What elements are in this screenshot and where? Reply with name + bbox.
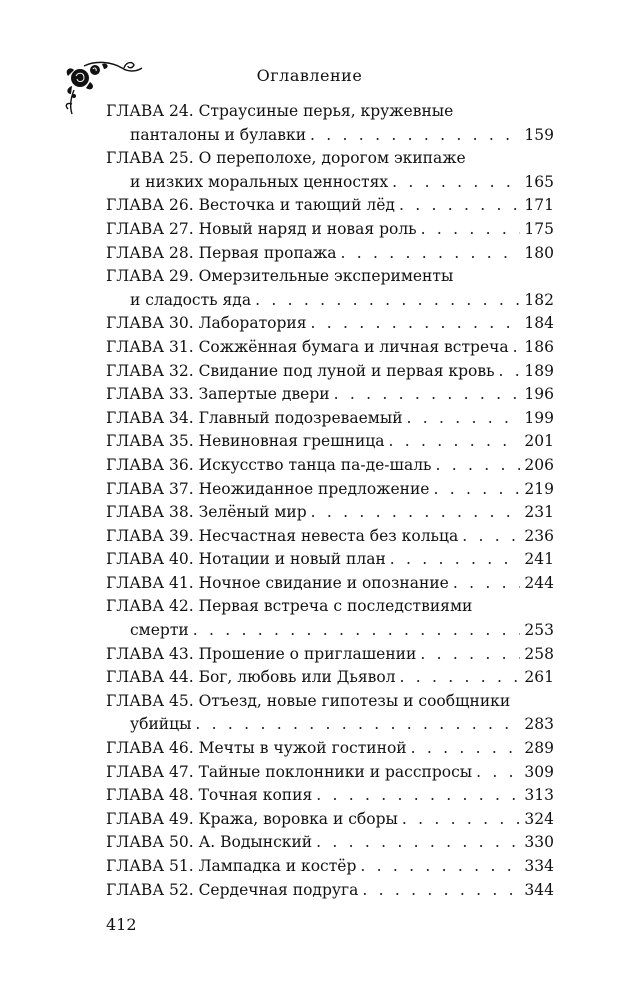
toc-entry-page: 231 <box>524 503 554 522</box>
toc-entry-title: ГЛАВА 32. Свидание под луной и первая кровь <box>106 361 495 380</box>
toc-entry-title: ГЛАВА 25. О переполохе, дорогом экипаже <box>106 149 466 168</box>
dot-leader <box>195 713 520 737</box>
toc-entry-line <box>106 147 554 171</box>
dot-leader <box>453 572 521 596</box>
toc-entry-continuation <box>106 619 554 643</box>
toc-entry-title: ГЛАВА 42. Первая встреча с последствиями <box>106 597 473 616</box>
toc-entry-title: ГЛАВА 36. Искусство танца па-де-шаль <box>106 455 432 474</box>
dot-leader <box>435 454 520 478</box>
toc-entry-line <box>106 407 554 431</box>
toc-entry-page: 313 <box>524 786 554 805</box>
dot-leader <box>388 430 520 454</box>
toc-entry <box>106 855 554 879</box>
toc-entry-title: ГЛАВА 34. Главный подозреваемый <box>106 408 403 427</box>
table-of-contents <box>106 100 554 902</box>
toc-entry <box>106 194 554 218</box>
toc-entry-title: ГЛАВА 50. А. Водынский <box>106 833 313 852</box>
toc-entry-page: 175 <box>524 219 554 238</box>
toc-entry <box>106 643 554 667</box>
toc-entry-page: 289 <box>524 739 554 758</box>
dot-leader <box>392 171 520 195</box>
toc-entry-line <box>106 808 554 832</box>
dot-leader <box>311 501 521 525</box>
toc-entry-title: ГЛАВА 51. Лампадка и костёр <box>106 857 357 875</box>
toc-entry-line <box>106 218 554 242</box>
toc-entry <box>106 147 554 194</box>
toc-entry-title: ГЛАВА 39. Несчастная невеста без кольца <box>106 526 459 545</box>
toc-entry-line <box>106 831 554 855</box>
toc-entry-line <box>106 784 554 808</box>
toc-entry-title: смерти <box>130 621 189 640</box>
toc-entry-title: ГЛАВА 48. Точная копия <box>106 786 313 805</box>
toc-entry-line <box>106 501 554 525</box>
toc-entry-title: ГЛАВА 52. Сердечная подруга <box>106 880 359 899</box>
toc-entry-line <box>106 690 554 714</box>
toc-entry-title: ГЛАВА 35. Невиновная грешница <box>106 432 385 451</box>
toc-entry <box>106 407 554 431</box>
toc-entry-title: ГЛАВА 37. Неожиданное предложение <box>106 479 430 498</box>
toc-entry-page: 309 <box>524 762 554 781</box>
toc-entry-page: 236 <box>524 526 554 545</box>
dot-leader <box>390 548 521 572</box>
toc-entry <box>106 312 554 336</box>
toc-entry-line <box>106 666 554 690</box>
toc-entry-page: 186 <box>524 337 554 356</box>
dot-leader <box>407 407 521 431</box>
toc-entry <box>106 265 554 312</box>
toc-entry <box>106 336 554 360</box>
toc-entry <box>106 879 554 903</box>
dot-leader <box>499 360 521 384</box>
toc-entry-page: 244 <box>524 573 554 592</box>
toc-entry-line <box>106 761 554 785</box>
toc-entry-line <box>106 336 554 360</box>
toc-entry <box>106 737 554 761</box>
dot-leader <box>255 289 520 313</box>
toc-entry-title: ГЛАВА 40. Нотации и новый план <box>106 550 386 569</box>
dot-leader <box>193 619 521 643</box>
toc-entry-line <box>106 242 554 266</box>
dot-leader <box>476 761 520 785</box>
toc-entry-page: 330 <box>524 833 554 852</box>
toc-entry-title: убийцы <box>130 715 192 734</box>
toc-entry <box>106 548 554 572</box>
dot-leader <box>421 218 521 242</box>
toc-entry-line <box>106 360 554 384</box>
toc-entry-continuation <box>106 713 554 737</box>
dot-leader <box>462 525 520 549</box>
toc-entry-line <box>106 265 554 289</box>
toc-entry-page: 196 <box>524 385 554 404</box>
toc-entry-line <box>106 595 554 619</box>
toc-entry-title: ГЛАВА 47. Тайные поклонники и расспросы <box>106 762 473 781</box>
toc-entry-page: 206 <box>524 455 554 474</box>
toc-entry-line <box>106 478 554 502</box>
dot-leader <box>362 879 520 903</box>
toc-entry-title: ГЛАВА 31. Сожжённая бумага и личная встреча <box>106 337 509 356</box>
toc-entry-title: ГЛАВА 29. Омерзительные эксперименты <box>106 267 454 286</box>
toc-entry <box>106 501 554 525</box>
dot-leader <box>310 124 520 148</box>
dot-leader <box>316 831 520 855</box>
toc-entry-title: ГЛАВА 24. Страусиные перья, кружевные <box>106 102 454 120</box>
toc-entry-continuation <box>106 289 554 313</box>
toc-entry-line <box>106 572 554 596</box>
toc-entry-line <box>106 430 554 454</box>
toc-entry-page: 180 <box>524 243 554 262</box>
toc-entry-page: 258 <box>524 644 554 663</box>
dot-leader <box>360 855 520 879</box>
toc-entry-line <box>106 879 554 903</box>
toc-entry-title: ГЛАВА 27. Новый наряд и новая роль <box>106 219 417 238</box>
toc-entry-title: ГЛАВА 44. Бог, любовь или Дьявол <box>106 668 396 687</box>
toc-entry-page: 201 <box>524 432 554 451</box>
toc-entry-title: ГЛАВА 45. Отъезд, новые гипотезы и сообщники <box>106 691 511 710</box>
toc-entry-page: 241 <box>524 550 554 569</box>
toc-entry <box>106 525 554 549</box>
toc-entry-page: 334 <box>524 857 554 875</box>
toc-entry <box>106 784 554 808</box>
page-title: Оглавление <box>256 66 363 85</box>
toc-entry-line <box>106 100 554 124</box>
toc-entry-line <box>106 312 554 336</box>
toc-entry <box>106 100 554 147</box>
toc-entry-line <box>106 383 554 407</box>
toc-entry-page: 344 <box>524 880 554 899</box>
toc-entry <box>106 478 554 502</box>
toc-entry-title: и сладость яда <box>130 290 252 309</box>
toc-entry <box>106 831 554 855</box>
toc-entry-page: 219 <box>524 479 554 498</box>
toc-entry <box>106 690 554 737</box>
toc-entry-title: панталоны и булавки <box>130 125 307 144</box>
toc-entry <box>106 666 554 690</box>
dot-leader <box>513 336 521 360</box>
toc-entry-page: 283 <box>524 715 554 734</box>
toc-entry <box>106 383 554 407</box>
toc-entry-page: 165 <box>524 172 554 191</box>
dot-leader <box>433 478 520 502</box>
dot-leader <box>341 242 521 266</box>
toc-entry <box>106 454 554 478</box>
dot-leader <box>402 808 521 832</box>
toc-entry-page: 261 <box>524 668 554 687</box>
toc-entry <box>106 808 554 832</box>
toc-entry-line <box>106 194 554 218</box>
dot-leader <box>399 194 520 218</box>
toc-entry-continuation <box>106 124 554 148</box>
toc-entry-page: 253 <box>524 621 554 640</box>
toc-entry-title: ГЛАВА 33. Запертые двери <box>106 385 330 404</box>
toc-entry-title: ГЛАВА 41. Ночное свидание и опознание <box>106 573 449 592</box>
toc-entry-line <box>106 855 554 879</box>
toc-entry-title: ГЛАВА 30. Лаборатория <box>106 314 307 333</box>
toc-entry-page: 199 <box>524 408 554 427</box>
toc-entry <box>106 572 554 596</box>
dot-leader <box>334 383 521 407</box>
dot-leader <box>316 784 520 808</box>
dot-leader <box>411 737 521 761</box>
toc-entry-line <box>106 548 554 572</box>
toc-entry-title: ГЛАВА 49. Кража, воровка и сборы <box>106 809 398 828</box>
toc-entry <box>106 430 554 454</box>
toc-entry-continuation <box>106 171 554 195</box>
toc-entry-title: ГЛАВА 28. Первая пропажа <box>106 243 337 262</box>
toc-entry <box>106 595 554 642</box>
toc-entry-title: ГЛАВА 38. Зелёный мир <box>106 503 307 522</box>
toc-entry-page: 182 <box>524 290 554 309</box>
toc-entry <box>106 218 554 242</box>
toc-entry-title: ГЛАВА 43. Прошение о приглашении <box>106 644 417 663</box>
dot-leader <box>400 666 521 690</box>
toc-entry <box>106 761 554 785</box>
toc-entry-page: 159 <box>524 125 554 144</box>
toc-entry-line <box>106 643 554 667</box>
toc-entry-title: и низких моральных ценностях <box>130 172 389 191</box>
toc-entry-title: ГЛАВА 46. Мечты в чужой гостиной <box>106 739 407 758</box>
dot-leader <box>420 643 520 667</box>
toc-entry-page: 171 <box>524 196 554 215</box>
toc-entry <box>106 360 554 384</box>
toc-entry-title: ГЛАВА 26. Весточка и тающий лёд <box>106 196 395 215</box>
dot-leader <box>311 312 521 336</box>
toc-entry-line <box>106 525 554 549</box>
toc-entry-line <box>106 737 554 761</box>
toc-entry <box>106 242 554 266</box>
toc-entry-page: 184 <box>524 314 554 333</box>
page-number: 412 <box>106 915 137 934</box>
toc-entry-page: 324 <box>524 809 554 828</box>
toc-entry-line <box>106 454 554 478</box>
toc-entry-page: 189 <box>524 361 554 380</box>
